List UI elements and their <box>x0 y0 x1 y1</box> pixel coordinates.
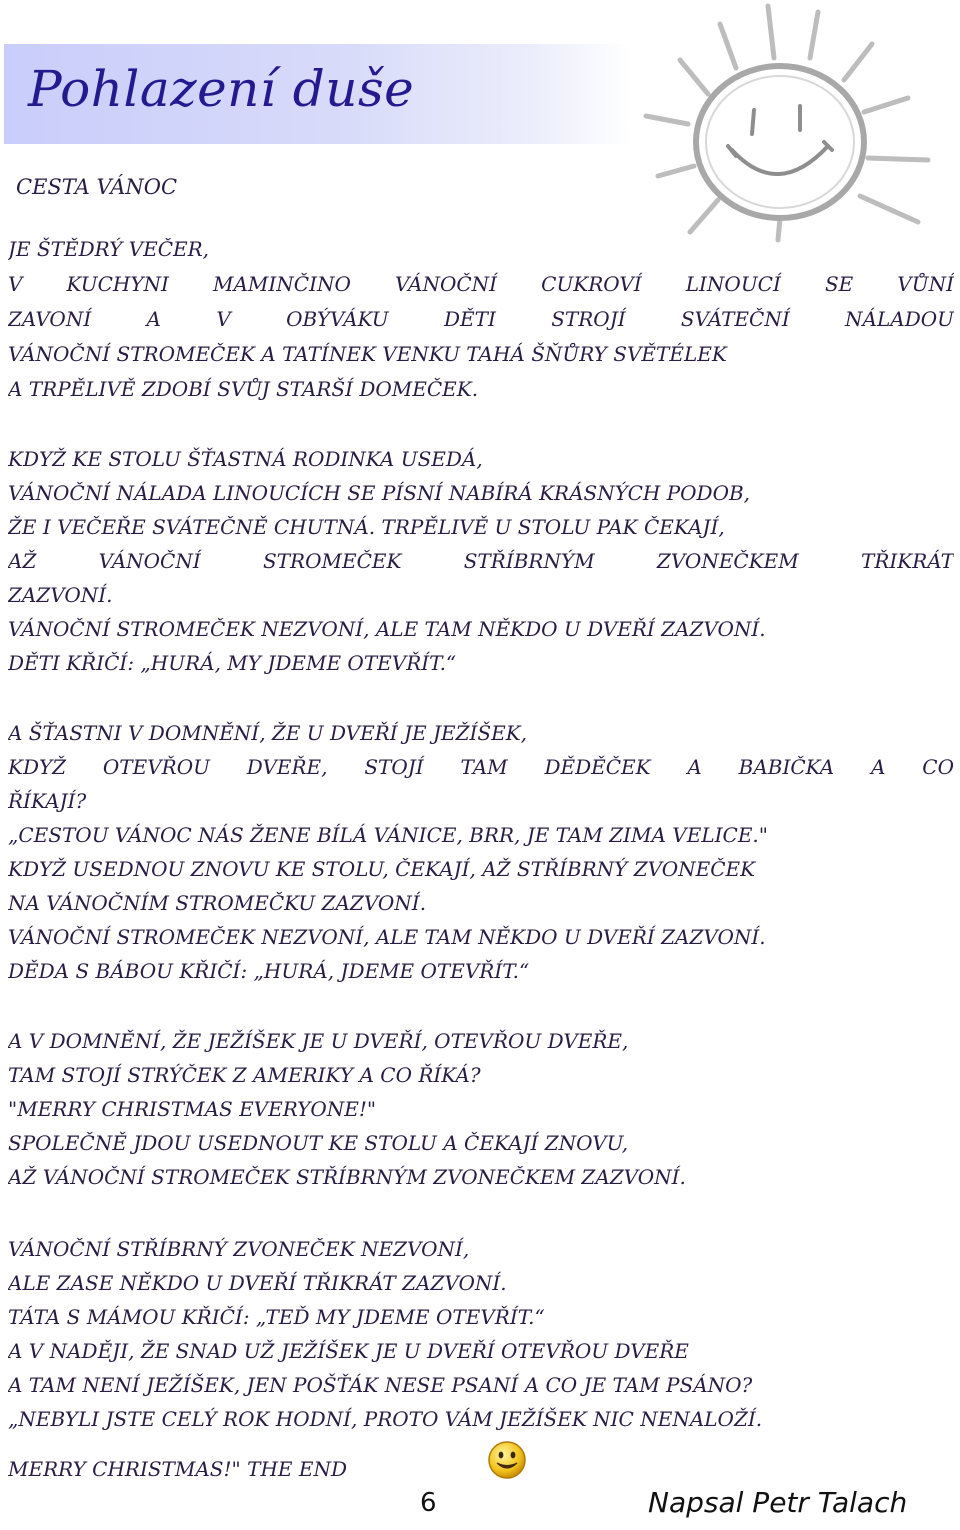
poem-line: KDYŽ OTEVŘOU DVEŘE, STOJÍ TAM DĚDĚČEK A BABIČKA A CO <box>8 755 954 779</box>
poem-line: MERRY CHRISTMAS!" THE END <box>8 1457 347 1481</box>
poem-line: ZAZVONÍ. <box>8 583 113 607</box>
poem-line: ŘÍKAJÍ? <box>8 789 87 813</box>
poem-line: „NEBYLI JSTE CELÝ ROK HODNÍ, PROTO VÁM JEŽÍŠEK NIC NENALOŽÍ. <box>8 1407 763 1431</box>
poem-line: TÁTA S MÁMOU KŘIČÍ: „TEĎ MY JDEME OTEVŘÍT.“ <box>8 1305 545 1329</box>
poem-line: JE ŠTĚDRÝ VEČER, <box>8 237 210 261</box>
poem-line: AŽ VÁNOČNÍ STROMEČEK STŘÍBRNÝM ZVONEČKEM ZAZVONÍ. <box>8 1165 686 1189</box>
poem-line: DĚDA S BÁBOU KŘIČÍ: „HURÁ, JDEME OTEVŘÍT.“ <box>8 959 530 983</box>
poem-title: CESTA VÁNOC <box>16 175 178 199</box>
poem-line: VÁNOČNÍ STROMEČEK A TATÍNEK VENKU TAHÁ ŠŇŮRY SVĚTÉLEK <box>8 342 727 366</box>
poem-line: KDYŽ KE STOLU ŠŤASTNÁ RODINKA USEDÁ, <box>8 447 483 471</box>
poem-line: „CESTOU VÁNOC NÁS ŽENE BÍLÁ VÁNICE, BRR, JE TAM ZIMA VELICE." <box>8 823 768 847</box>
page-title: Pohlazení duše <box>28 60 415 118</box>
poem-line: A ŠŤASTNI V DOMNĚNÍ, ŽE U DVEŘÍ JE JEŽÍŠEK, <box>8 721 528 745</box>
poem-line: ZAVONÍ A V OBÝVÁKU DĚTI STROJÍ SVÁTEČNÍ NÁLADOU <box>8 307 954 331</box>
smiley-face-icon <box>486 1439 528 1481</box>
poem-line: VÁNOČNÍ STROMEČEK NEZVONÍ, ALE TAM NĚKDO U DVEŘÍ ZAZVONÍ. <box>8 617 766 641</box>
author-signature: Napsal Petr Talach <box>648 1486 908 1519</box>
poem-line: TAM STOJÍ STRÝČEK Z AMERIKY A CO ŘÍKÁ? <box>8 1063 481 1087</box>
poem-line: A TAM NENÍ JEŽÍŠEK, JEN POŠŤÁK NESE PSANÍ A CO JE TAM PSÁNO? <box>8 1373 753 1397</box>
sun-drawing-icon <box>628 0 958 245</box>
page-number: 6 <box>420 1488 437 1518</box>
poem-line: VÁNOČNÍ STROMEČEK NEZVONÍ, ALE TAM NĚKDO U DVEŘÍ ZAZVONÍ. <box>8 925 766 949</box>
poem-line: AŽ VÁNOČNÍ STROMEČEK STŘÍBRNÝM ZVONEČKEM TŘIKRÁT <box>8 549 954 573</box>
poem-line: KDYŽ USEDNOU ZNOVU KE STOLU, ČEKAJÍ, AŽ STŘÍBRNÝ ZVONEČEK <box>8 857 756 881</box>
poem-line: NA VÁNOČNÍM STROMEČKU ZAZVONÍ. <box>8 891 427 915</box>
poem-line: A V NADĚJI, ŽE SNAD UŽ JEŽÍŠEK JE U DVEŘÍ OTEVŘOU DVEŘE <box>8 1339 689 1363</box>
poem-line: VÁNOČNÍ STŘÍBRNÝ ZVONEČEK NEZVONÍ, <box>8 1237 470 1261</box>
poem-line: V KUCHYNI MAMINČINO VÁNOČNÍ CUKROVÍ LINOUCÍ SE VŮNÍ <box>8 272 954 296</box>
poem-line: "MERRY CHRISTMAS EVERYONE!" <box>8 1097 377 1121</box>
poem-line: A TRPĚLIVĚ ZDOBÍ SVŮJ STARŠÍ DOMEČEK. <box>8 377 479 401</box>
poem-line: A V DOMNĚNÍ, ŽE JEŽÍŠEK JE U DVEŘÍ, OTEVŘOU DVEŘE, <box>8 1029 629 1053</box>
poem-line: VÁNOČNÍ NÁLADA LINOUCÍCH SE PÍSNÍ NABÍRÁ KRÁSNÝCH PODOB, <box>8 481 751 505</box>
poem-line: SPOLEČNĚ JDOU USEDNOUT KE STOLU A ČEKAJÍ ZNOVU, <box>8 1131 629 1155</box>
poem-line: DĚTI KŘIČÍ: „HURÁ, MY JDEME OTEVŘÍT.“ <box>8 651 457 675</box>
poem-line: ALE ZASE NĚKDO U DVEŘÍ TŘIKRÁT ZAZVONÍ. <box>8 1271 507 1295</box>
poem-line: ŽE I VEČEŘE SVÁTEČNĚ CHUTNÁ. TRPĚLIVĚ U STOLU PAK ČEKAJÍ, <box>8 515 725 539</box>
